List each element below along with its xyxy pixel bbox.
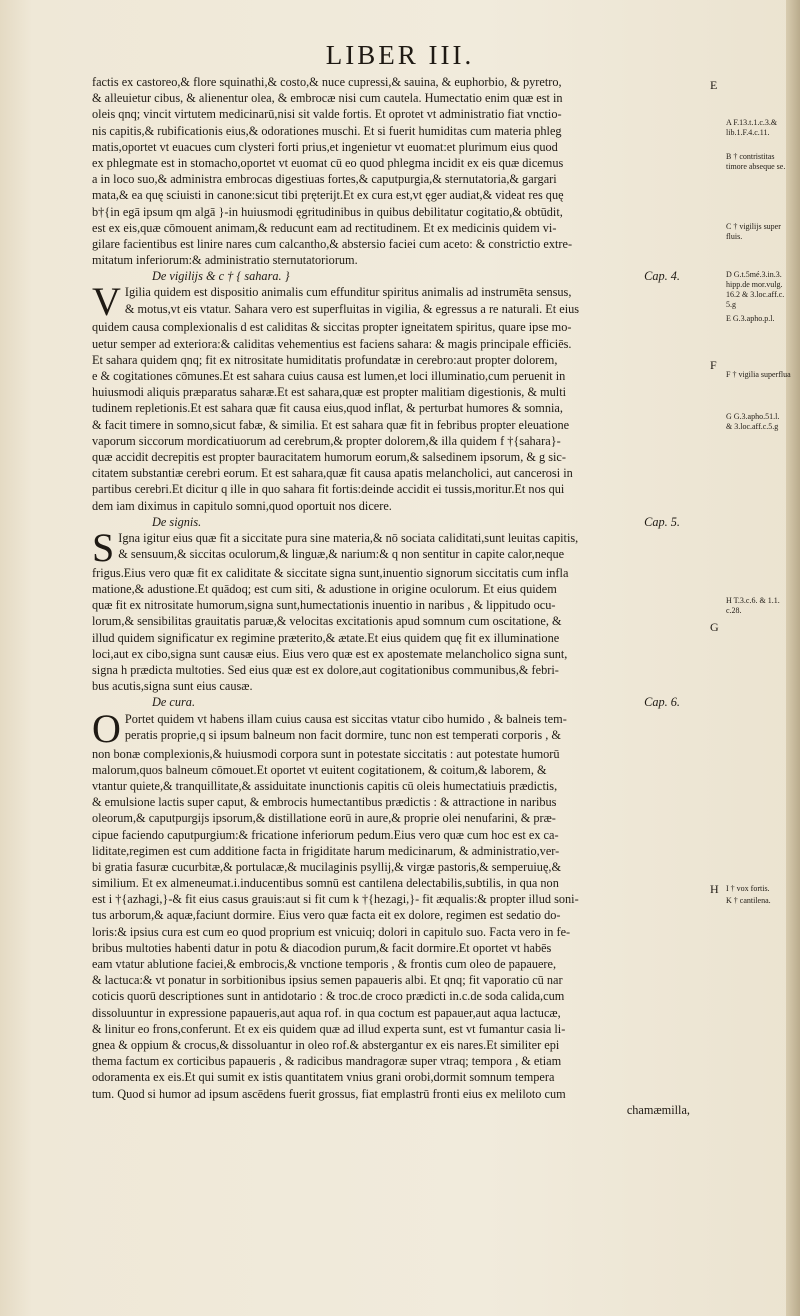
- text-line: quæ accidit decrepitis est propter bauracitatem humorum eorum,& salsedinem ipsorum, & g sic-: [92, 449, 566, 464]
- text-line: odoramenta ex eis.Et qui sumit ex istis quantitatem vnius grani orobi,dormit somnum tempera: [92, 1070, 555, 1085]
- text-line: eam vtatur ablutione faciei,& embrocis,& vnctione temporis , & frontis cum oleo de papauere,: [92, 957, 557, 971]
- chapter-heading-4: [92, 268, 720, 284]
- chapter-heading-6: [92, 694, 720, 710]
- text-line: peratis proprie,q si ipsum balneum non facit dormire, tunc non est temperati corporis , &: [124, 727, 561, 742]
- text-line: factis ex castoreo,& flore squinathi,& costo,& nuce cupressi,& sauina, & euphorbio, & pyretro,: [92, 75, 562, 89]
- text-line: vaporum siccorum mordicatiuorum ad cerebrum,& propter dolorem,& illa quidem f †{sahara}-: [92, 433, 561, 448]
- text-line: & motus,vt eis vtatur. Sahara vero est superfluitas in vigilia, & egressus a re naturali. Et eius: [124, 301, 580, 316]
- margin-note: 16.2 & 3.loc.aff.c.: [726, 290, 785, 299]
- opening-lines: [92, 284, 720, 316]
- text-line: tus arborum,& aquæ,faciunt dormire. Eius vero quæ facta eit ex dolore, regimen est sedatio do-: [92, 908, 561, 923]
- chapter-5-opening: [92, 530, 720, 565]
- text-line: gnea & oppium & crocus,& dissoluantur in oleo rof.& abstergantur ex eis nares.Et similiter epi: [92, 1037, 560, 1052]
- text-line: cipue faciendo caputpurgium:& fricatione inferiorum pedum.Eius vero quæ cum hoc est ex ca-: [92, 827, 559, 842]
- text-line: & lactuca:& vt ponatur in sorbitionibus ipsius semen papaueris albi. Et qnq; fit vaporatio cū nar: [92, 973, 563, 988]
- margin-note: K † cantilena.: [726, 896, 771, 905]
- text-line: e & cogitationes cōmunes.Et est sahara cuius causa est lumen,et loci illuminatio,cum peruenit in: [92, 369, 566, 383]
- text-line: partibus cerebri.Et dicitur q ille in quo sahara fit fortis:deinde accidit ei tussis,moritur.Et nos qui: [92, 482, 565, 497]
- text-line: tum. Quod si humor ad ipsum ascēdens fuerit grossus, fiat emplastrū fronti eius ex meliloto cum: [92, 1086, 566, 1101]
- text-line: & alleuietur cibus, & alienentur olea, & embrocæ nisi cum cautela. Humectatio enim quæ est in: [92, 91, 563, 106]
- text-line: vtantur quiete,& tranquillitate,& assiduitate inunctionis capitis cū oleis humectatiuis prædictis,: [92, 778, 558, 793]
- text-line: dissoluuntur in expressione papaueris,aut aqua rof. in qua coctum est papauer,aut aqua lactucæ,: [92, 1005, 561, 1020]
- text-line: matis,oportet vt euacues cum clysteri forti prius,et ingenietur vt euomat:et plurimum eius quod: [92, 139, 558, 154]
- margin-letter: F: [710, 358, 717, 372]
- text-line: similium. Et ex almeneumat.i.inducentibus somnū est cantilena delectabilis,subtilis, in qua non: [92, 876, 559, 891]
- text-line: uetur semper ad exteriora:& caliditas vehementius est faciens sahara: & magis principale efficiēs.: [92, 336, 572, 351]
- text-line: & linitur eo frons,conferunt. Et ex eis quidem quæ ad illud experta sunt, est vt fumantur casia li-: [92, 1021, 566, 1036]
- opening-lines: [92, 530, 720, 562]
- chapter-title: De vigilijs & c † { sahara. }: [152, 269, 290, 284]
- text-line: oleis qnq; vincit virtutem medicinarū,nisi sit valde fortis. Et oprotet vt administratio fiat vnctio-: [92, 107, 562, 122]
- text-line: Portet quidem vt habens illam cuius causa est siccitas vtatur cibo humido , & balneis tem-: [124, 711, 567, 726]
- drop-capital: V: [92, 284, 121, 320]
- text-block-preface: [92, 74, 720, 268]
- chapter-6-opening: [92, 711, 720, 746]
- margin-note: I † vox fortis.: [726, 884, 770, 893]
- text-line: dem iam diximus in capitulo somni,quod oportuit nos dicere.: [92, 498, 392, 513]
- text-line: bribus multoties habenti datur in potu & diacodion purum,& facit dormire.Et oportet vt habēs: [92, 940, 552, 955]
- catchword: chamæmilla,: [626, 1102, 690, 1117]
- text-line: est i †{azhagi,}-& fit eius casus grauis:aut si fit cum k †{hezagi,}- fit æqualis:& propter illud soni-: [92, 892, 579, 907]
- margin-letter: G: [710, 620, 719, 634]
- text-line: lorum,& sensibilitas grauitatis paruæ,& velocitas excitationis apud somnum cum oscitatione, &: [92, 614, 562, 629]
- text-line: coticis quorū descriptiones sunt in antidotario : & troc.de croco prædicti in.c.de soda calida,cum: [92, 989, 565, 1004]
- text-line: citatem substantiæ cerebri eorum. Et est sahara,quæ fit causa apatis melancholici, aut cancerosi in: [92, 466, 573, 481]
- text-block-chapter-5: [92, 565, 720, 695]
- margin-note: B † contristitas: [726, 152, 775, 161]
- chapter-title: De signis.: [152, 514, 202, 529]
- margin-note: & 3.loc.aff.c.5.g: [726, 422, 779, 431]
- chapter-title: De cura.: [152, 695, 196, 710]
- margin-note: timore abseque se.: [726, 162, 786, 171]
- text-line: quæ fit ex nitrositate humorum,signa sunt,humectationis inuentio in naribus , & lippitudo ocu-: [92, 598, 556, 613]
- margin-letter: E: [710, 78, 718, 92]
- text-line: mitatum inferiorum:& administratio sternutatoriorum.: [92, 253, 358, 268]
- margin-note: c.28.: [726, 606, 742, 615]
- text-line: & emulsione lactis super caput, & embrocis humectantibus prædictis : & attractione in naribus: [92, 795, 557, 810]
- text-line: matione,& adustione.Et quādoq; est cum siti, & adustione in origine oculorum. Et eius quidem: [92, 582, 557, 597]
- chapter-number: Cap. 4.: [644, 269, 680, 284]
- text-line: illud quidem significatur ex regimine præterito,& ætate.Et eius quidem quę fit ex illuminatione: [92, 630, 560, 645]
- text-line: b†{in egā ipsum qm algā }-in huiusmodi ęgritudinibus in quibus debilitatur cogitatio,& obtūdit,: [92, 204, 563, 219]
- chapter-number: Cap. 5.: [644, 514, 680, 529]
- text-line: Igna igitur eius quæ fit a siccitate pura sine materia,& nō sociata caliditati,sunt leuitas capitis,: [118, 530, 579, 545]
- margin-note: C † vigilijs super: [726, 222, 781, 231]
- margin-note: 5.g: [726, 300, 736, 309]
- margin-note: lib.1.F.4.c.11.: [726, 128, 770, 137]
- margin-note: E G.3.apho.p.l.: [726, 314, 775, 323]
- text-line: signa h prædicta multoties. Sed eius quæ est ex dolore,aut cogitationibus communibus,& febri-: [92, 663, 559, 677]
- text-line: bus acutis,signa sunt eius causæ.: [92, 679, 253, 694]
- text-line: bi gratia fasuræ cucurbitæ,& portulacæ,& mucilaginis psyllij,& virgæ pastoris,& semperuiuę,&: [92, 859, 562, 874]
- text-line: mata,& ea quę sciuisti in canone:sicut tibi pręterijt.Et ex cura est,vt ęger audiat,& videat res quę: [92, 188, 564, 203]
- text-line: frigus.Eius vero quæ fit ex caliditate & siccitate signa sunt,inuentio signorum siccitatis cum infla: [92, 565, 569, 580]
- text-line: quidem causa complexionalis d est caliditas & siccitas propter igneitatem spiritus, quare ipse mo-: [92, 320, 572, 335]
- drop-capital: S: [92, 529, 115, 565]
- text-block-chapter-6: [92, 746, 720, 1102]
- text-line: a in loco suo,& administra embrocas digestiuas fortes,& caputpurgia,& sternutatoria,& gargari: [92, 172, 557, 187]
- margin-note: fluis.: [726, 232, 743, 241]
- text-block-chapter-4: [92, 319, 720, 513]
- margin-letter: H: [710, 882, 719, 896]
- chapter-4-opening: [92, 284, 720, 319]
- opening-lines: [92, 711, 720, 743]
- margin-note: H T.3.c.6. & 1.1.: [726, 596, 780, 605]
- text-line: loci,aut ex cibo,signa sunt causæ eius. Eius vero quæ est ex apostemate melancholico signa sunt,: [92, 646, 568, 661]
- text-line: gilare facientibus est linire nares cum calcantho,& abstersio faciei cum aceto: & constrictio extre-: [92, 236, 573, 251]
- text-line: loris:& ipsius cura est cum eo quod proprium est vnicuiq; dolori in capitulo suo. Facta vero in fe-: [92, 924, 571, 939]
- margin-note: F † vigilia superflua: [726, 370, 791, 379]
- text-line: thema factum ex corticibus papaueris , & radicibus mandragoræ super vtraq; tempora , & etiam: [92, 1054, 562, 1069]
- page-gutter-shadow: [786, 0, 800, 1316]
- text-line: & sensuum,& siccitas oculorum,& linguæ,& narium:& q non sentitur in capite calor,neque: [118, 547, 565, 562]
- text-line: malorum,quos balneum cōmouet.Et oportet vt euitent cogitationem, & coitum,& laborem, &: [92, 762, 547, 777]
- margin-note: D G.t.5mé.3.in.3.: [726, 270, 782, 279]
- text-line: & facit timere in somno,sicut fabæ, & similia. Et est sahara quæ fit in febribus propter eleuatione: [92, 417, 570, 432]
- text-line: est ex eis,quæ cōmouent animam,& reducunt eam ad rectitudinem. Et ex medicinis quidem vi-: [92, 220, 557, 235]
- text-line: non bonæ complexionis,& huiusmodi corpora sunt in potestate siccitatis : aut potestate humorū: [92, 746, 560, 761]
- text-line: huiusmodi aliquis præparatus saharæ.Et est sahara,quæ est propter malitiam digestionis, & multi: [92, 385, 567, 400]
- margin-note: hipp.de mor.vulg.: [726, 280, 783, 289]
- margin-note: G G.3.apho.51.l.: [726, 412, 780, 421]
- text-line: ex phlegmate est in stomacho,oportet vt euomat cū eo quod phlegma incidit ex eis quæ dicemus: [92, 155, 564, 170]
- running-header: LIBER III.: [325, 40, 475, 70]
- text-line: tudinem repletionis.Et est sahara quæ fit causa eius,quod inflat, & perturbat humores & somnia,: [92, 401, 563, 416]
- text-line: oleorum,& caputpurgijs ipsorum,& distillatione eorū in aure,& proprie olei nenufarini, & præ-: [92, 811, 556, 826]
- text-line: liditate,regimen est cum additione facta in frigiditate harum medicinarum, & administratio,ver-: [92, 843, 560, 858]
- margin-note: A F.13.t.1.c.3.&: [726, 118, 778, 127]
- text-line: nis capitis,& rubificationis eius,& odorationes muschi. Et si fuerit humiditas cum materia phleg: [92, 123, 562, 138]
- chapter-heading-5: [92, 514, 720, 530]
- drop-capital: O: [92, 710, 121, 746]
- chapter-number: Cap. 6.: [644, 695, 680, 710]
- main-text-column: [92, 74, 720, 1118]
- text-line: Et sahara quidem qnq; fit ex nitrositate humiditatis profundatæ in cerebro:aut propter dolorem,: [92, 352, 558, 367]
- text-line: Igilia quidem est dispositio animalis cum effunditur spiritus animalis ad instrumēta sensus,: [124, 285, 572, 300]
